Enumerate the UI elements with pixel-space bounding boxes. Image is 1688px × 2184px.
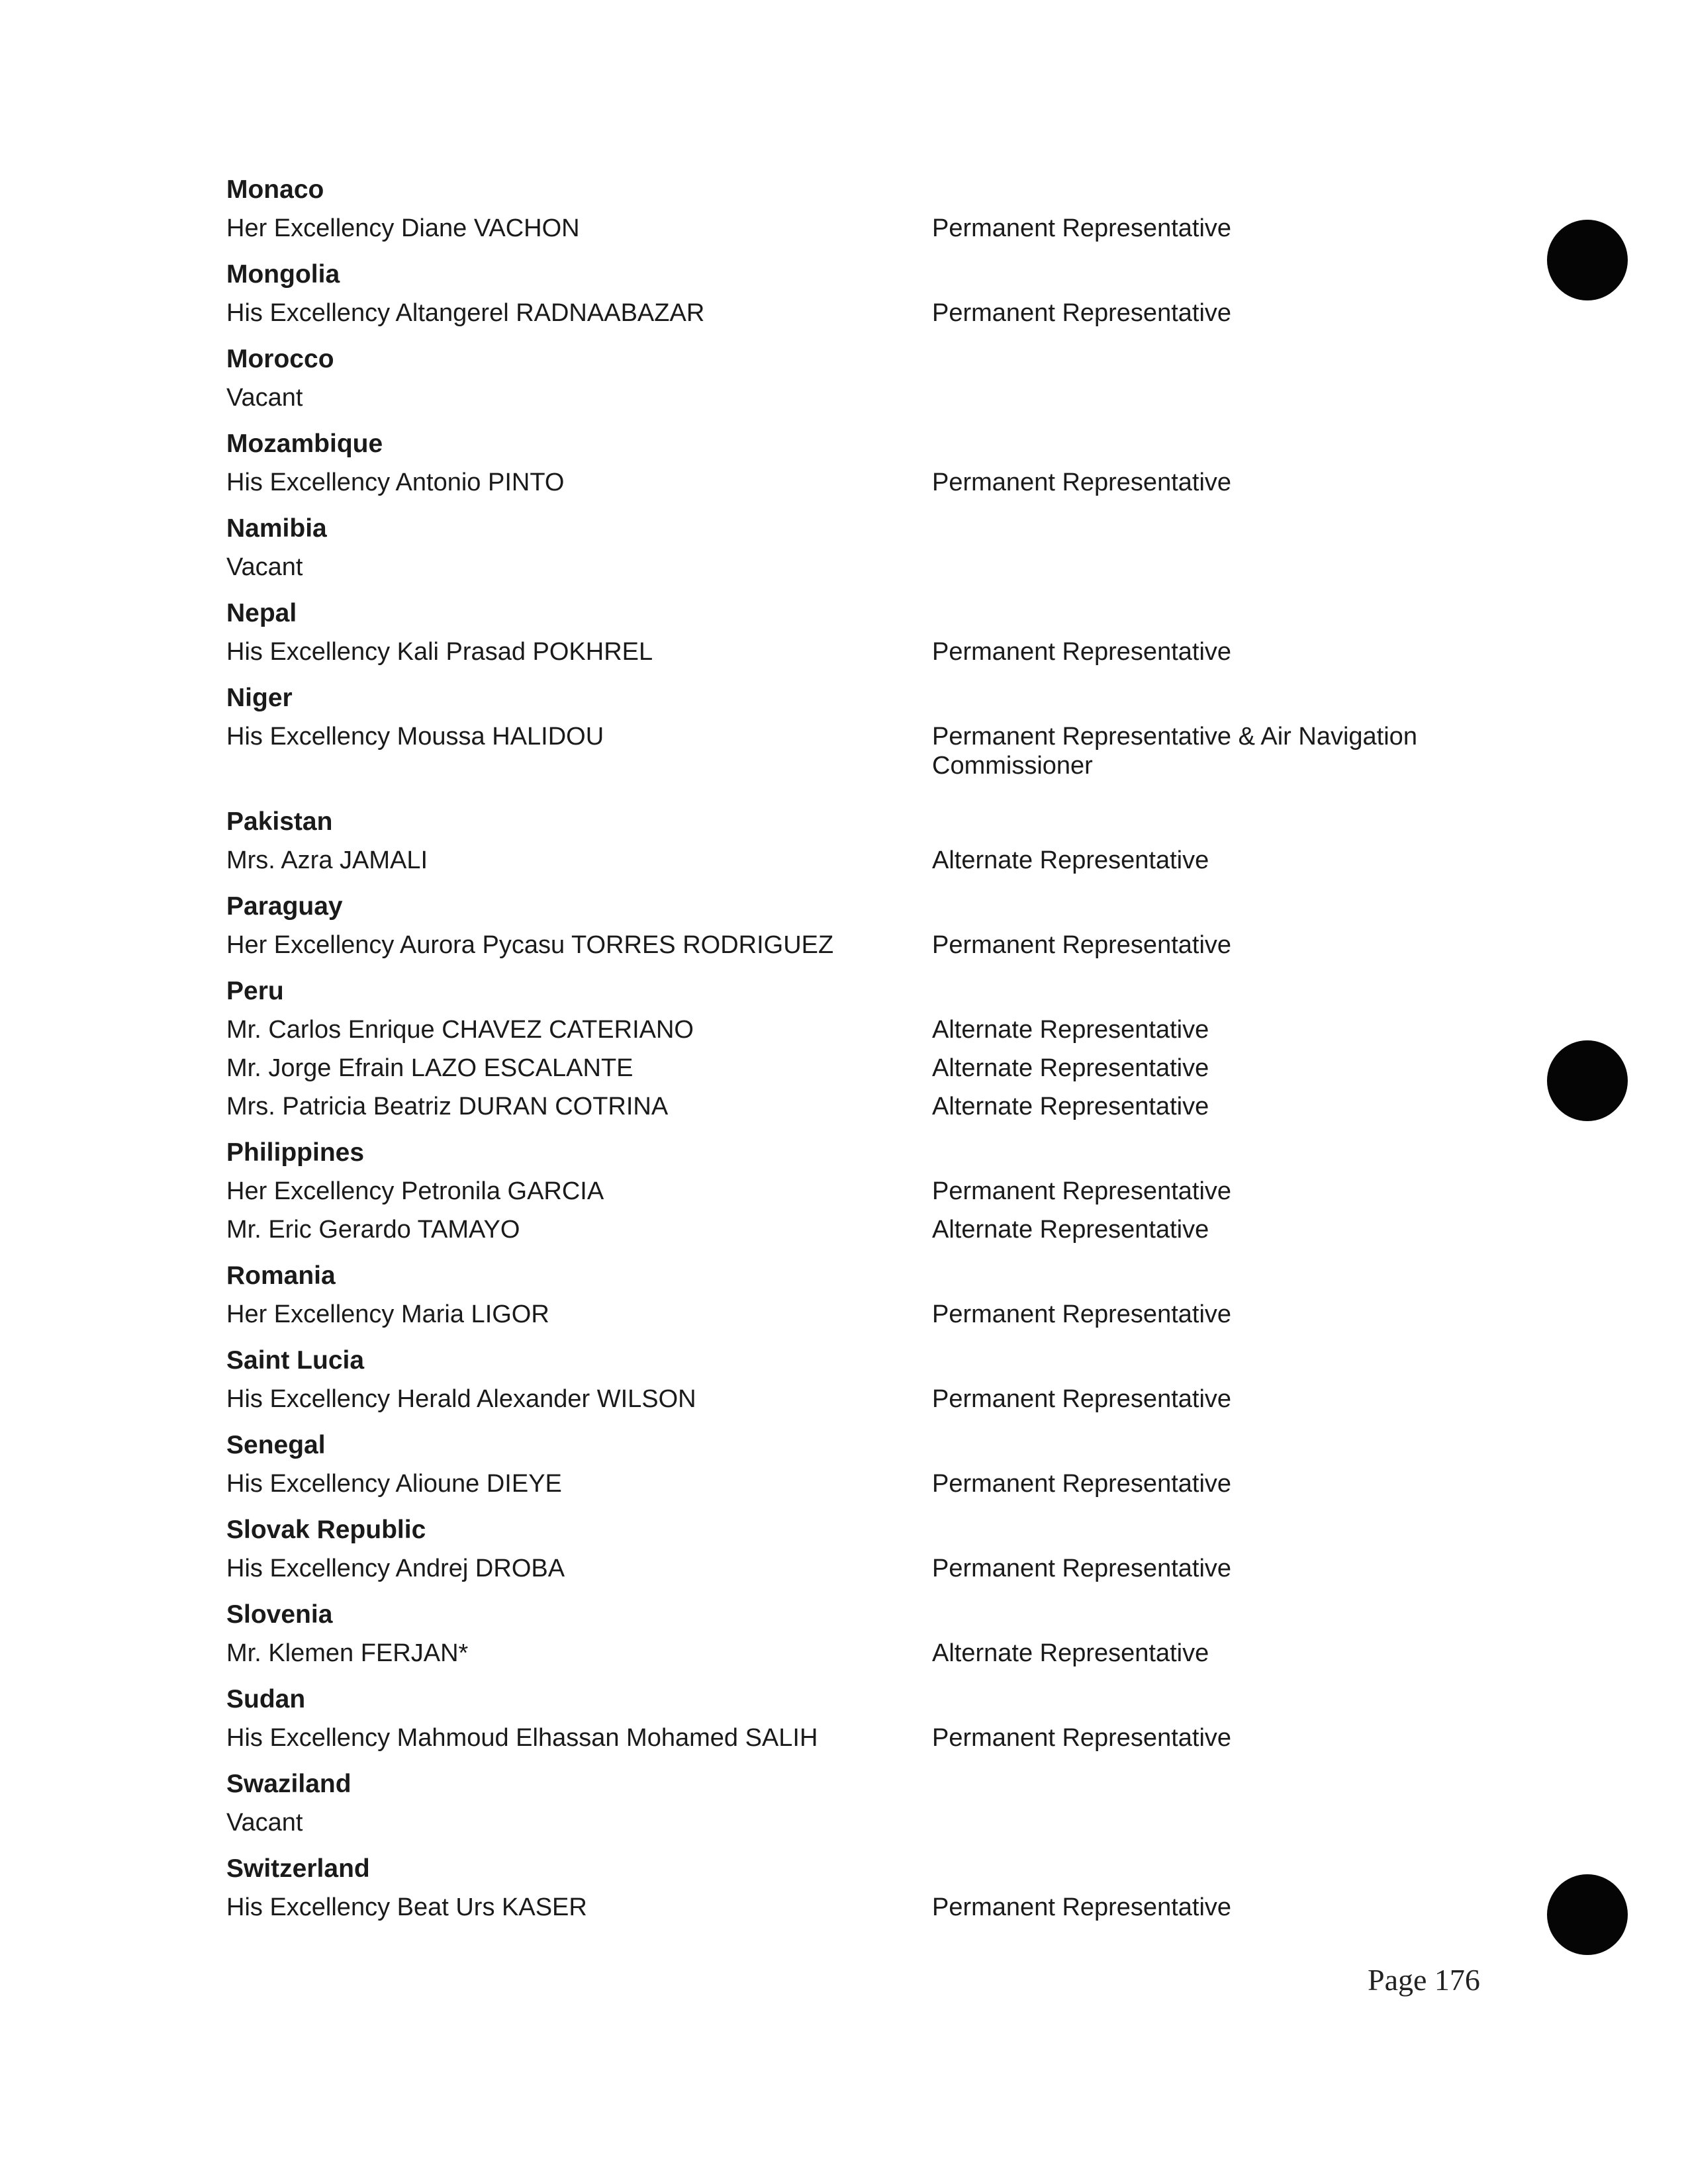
binder-hole-top — [1547, 220, 1628, 300]
country-heading: Paraguay — [226, 892, 343, 921]
representative-row — [226, 1719, 1484, 1757]
representative-name: Vacant — [226, 553, 303, 581]
representative-row — [226, 1172, 1484, 1210]
representative-row — [226, 1380, 1484, 1418]
representative-row — [226, 841, 1484, 880]
representative-role: Permanent Representative — [932, 214, 1232, 242]
representative-row — [226, 1465, 1484, 1503]
country-entry-philippines — [226, 1134, 1484, 1249]
country-entry-saint-lucia — [226, 1342, 1484, 1418]
country-heading: Slovak Republic — [226, 1516, 426, 1544]
country-heading: Sudan — [226, 1685, 306, 1713]
representative-row — [226, 463, 1484, 502]
representative-name: His Excellency Altangerel RADNAABAZAR — [226, 299, 705, 327]
country-entry-mozambique — [226, 425, 1484, 502]
country-entry-niger — [226, 679, 1484, 780]
country-entry-namibia — [226, 510, 1484, 586]
representative-row — [226, 1803, 1484, 1842]
representative-role: Permanent Representative — [932, 1555, 1232, 1582]
representative-name: His Excellency Andrej DROBA — [226, 1555, 565, 1582]
representative-row — [226, 209, 1484, 248]
country-entry-slovak-republic — [226, 1511, 1484, 1588]
country-entry-nepal — [226, 594, 1484, 671]
country-heading: Slovenia — [226, 1600, 333, 1629]
representative-role: Permanent Representative — [932, 638, 1232, 666]
representative-row — [226, 548, 1484, 586]
representative-row — [226, 379, 1484, 417]
representative-role: Permanent Representative — [932, 1385, 1232, 1413]
representative-name: His Excellency Herald Alexander WILSON — [226, 1385, 696, 1413]
representative-row — [226, 1210, 1484, 1249]
representative-row — [226, 1295, 1484, 1334]
representative-name: Mr. Carlos Enrique CHAVEZ CATERIANO — [226, 1016, 694, 1044]
representative-name: His Excellency Alioune DIEYE — [226, 1470, 562, 1498]
representative-role: Alternate Representative — [932, 1093, 1209, 1120]
representative-role: Alternate Representative — [932, 1016, 1209, 1044]
representative-name: Mr. Eric Gerardo TAMAYO — [226, 1216, 520, 1244]
representative-name: Mrs. Azra JAMALI — [226, 846, 428, 874]
representative-name: His Excellency Moussa HALIDOU — [226, 723, 604, 751]
representative-row — [226, 1549, 1484, 1588]
representative-name: His Excellency Mahmoud Elhassan Mohamed SALIH — [226, 1724, 818, 1752]
representative-role: Alternate Representative — [932, 846, 1209, 874]
representative-name: His Excellency Antonio PINTO — [226, 469, 565, 496]
representative-name: Her Excellency Maria LIGOR — [226, 1300, 549, 1328]
country-heading: Switzerland — [226, 1854, 370, 1883]
representative-row — [226, 1011, 1484, 1049]
country-heading: Romania — [226, 1261, 336, 1290]
country-heading: Philippines — [226, 1138, 365, 1167]
representative-role: Permanent Representative — [932, 1893, 1232, 1921]
representative-role: Permanent Representative — [932, 931, 1232, 959]
representative-role — [932, 379, 1448, 417]
page-number: Page 176 — [1368, 1963, 1480, 1997]
representative-name: Her Excellency Aurora Pycasu TORRES RODRIGUEZ — [226, 931, 834, 959]
binder-hole-middle — [1547, 1040, 1628, 1121]
delegation-list — [226, 171, 1484, 1927]
representative-role: Alternate Representative — [932, 1216, 1209, 1244]
representative-row — [226, 717, 1484, 780]
representative-row — [226, 1087, 1484, 1126]
representative-row — [226, 1888, 1484, 1927]
representative-row — [226, 926, 1484, 964]
country-heading: Mozambique — [226, 430, 383, 458]
country-entry-romania — [226, 1257, 1484, 1334]
representative-role: Alternate Representative — [932, 1054, 1209, 1082]
representative-name: His Excellency Kali Prasad POKHREL — [226, 638, 653, 666]
country-heading: Monaco — [226, 175, 324, 204]
representative-name: Her Excellency Diane VACHON — [226, 214, 580, 242]
country-heading: Niger — [226, 684, 293, 712]
binder-hole-bottom — [1547, 1874, 1628, 1955]
representative-name: Mrs. Patricia Beatriz DURAN COTRINA — [226, 1093, 669, 1120]
representative-name: His Excellency Beat Urs KASER — [226, 1893, 587, 1921]
representative-role: Permanent Representative & Air Navigation Commissioner — [932, 723, 1417, 780]
representative-name: Vacant — [226, 1809, 303, 1837]
representative-row — [226, 1049, 1484, 1087]
representative-role: Permanent Representative — [932, 299, 1232, 327]
country-heading: Saint Lucia — [226, 1346, 365, 1375]
country-entry-mongolia — [226, 255, 1484, 332]
representative-name: Mr. Jorge Efrain LAZO ESCALANTE — [226, 1054, 633, 1082]
representative-role: Permanent Representative — [932, 1724, 1232, 1752]
country-entry-peru — [226, 972, 1484, 1126]
representative-name: Her Excellency Petronila GARCIA — [226, 1177, 604, 1205]
country-entry-senegal — [226, 1426, 1484, 1503]
representative-role — [932, 548, 1448, 586]
country-entry-monaco — [226, 171, 1484, 248]
country-entry-swaziland — [226, 1765, 1484, 1842]
country-heading: Mongolia — [226, 260, 340, 289]
representative-name: Mr. Klemen FERJAN* — [226, 1639, 469, 1667]
country-heading: Swaziland — [226, 1770, 352, 1798]
representative-role — [932, 1803, 1448, 1842]
representative-role: Permanent Representative — [932, 1470, 1232, 1498]
representative-role: Permanent Representative — [932, 1177, 1232, 1205]
representative-role: Permanent Representative — [932, 1300, 1232, 1328]
country-heading: Pakistan — [226, 807, 333, 836]
representative-row — [226, 294, 1484, 332]
representative-name: Vacant — [226, 384, 303, 412]
country-heading: Senegal — [226, 1431, 326, 1459]
country-entry-switzerland — [226, 1850, 1484, 1927]
country-entry-sudan — [226, 1680, 1484, 1757]
country-heading: Peru — [226, 977, 284, 1005]
representative-row — [226, 633, 1484, 671]
country-heading: Namibia — [226, 514, 327, 543]
country-entry-morocco — [226, 340, 1484, 417]
representative-role: Alternate Representative — [932, 1639, 1209, 1667]
country-heading: Morocco — [226, 345, 334, 373]
country-entry-slovenia — [226, 1596, 1484, 1672]
representative-row — [226, 1634, 1484, 1672]
country-entry-pakistan — [226, 803, 1484, 880]
country-heading: Nepal — [226, 599, 297, 627]
country-entry-paraguay — [226, 887, 1484, 964]
representative-role: Permanent Representative — [932, 469, 1232, 496]
